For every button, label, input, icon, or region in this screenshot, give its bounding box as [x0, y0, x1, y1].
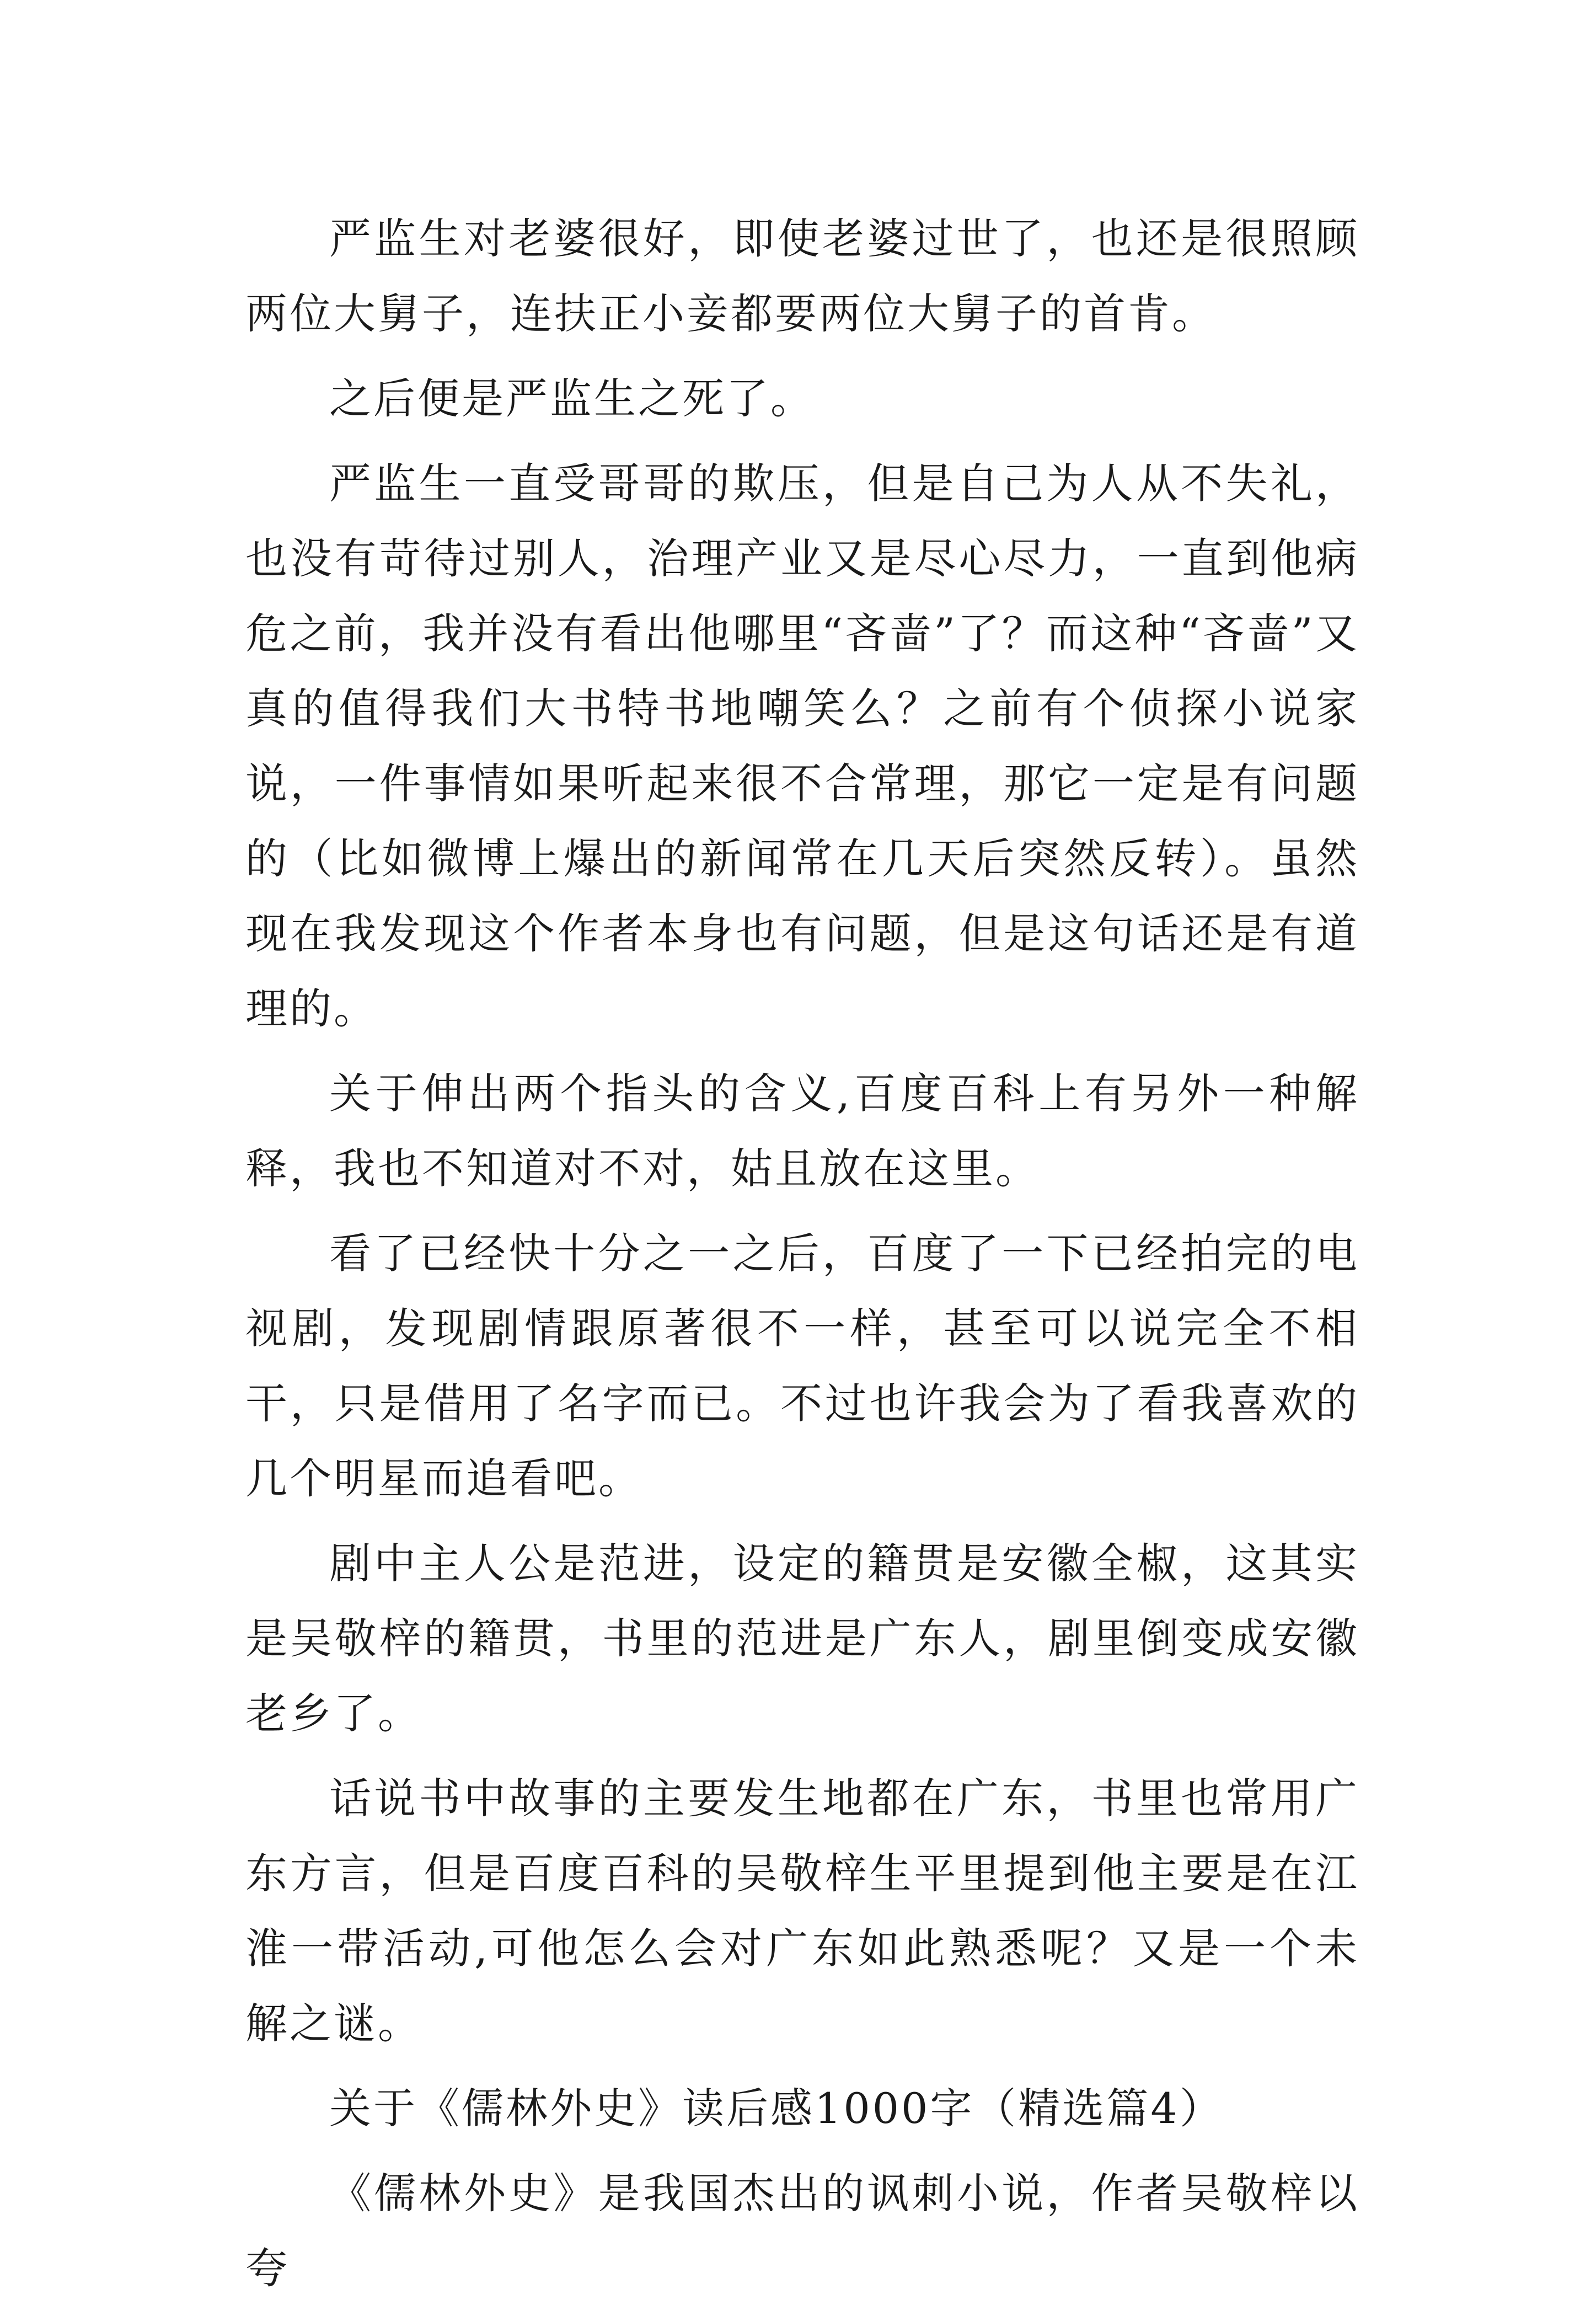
- section-heading: 关于《儒林外史》读后感1000字（精选篇4）: [329, 2084, 1224, 2133]
- paragraph: 话说书中故事的主要发生地都在广东，书里也常用广东方言，但是百度百科的吴敬梓生平里提到他主要是在江淮一带活动,可他怎么会对广东如此熟悉呢？又是一个未解之谜。: [245, 1774, 1359, 2048]
- document-body: [245, 201, 1359, 2316]
- paragraph: 关于伸出两个指头的含义,百度百科上有另外一种解释，我也不知道对不对，姑且放在这里。: [245, 1069, 1359, 1193]
- paragraph: 严监生对老婆很好，即使老婆过世了，也还是很照顾两位大舅子，连扶正小妾都要两位大舅子的首肯。: [245, 214, 1359, 338]
- paragraph: 看了已经快十分之一之后，百度了一下已经拍完的电视剧，发现剧情跟原著很不一样，甚至可以说完全不相干，只是借用了名字而已。不过也许我会为了看我喜欢的几个明星而追看吧。: [245, 1229, 1359, 1503]
- paragraph: 之后便是严监生之死了。: [329, 374, 815, 423]
- paragraph: 《儒林外史》是我国杰出的讽刺小说，作者吴敬梓以夸: [245, 2169, 1359, 2293]
- paragraph: 剧中主人公是范进，设定的籍贯是安徽全椒，这其实是吴敬梓的籍贯，书里的范进是广东人，剧里倒变成安徽老乡了。: [245, 1539, 1359, 1738]
- paragraph: 严监生一直受哥哥的欺压，但是自己为人从不失礼，也没有苛待过别人，治理产业又是尽心尽力，一直到他病危之前，我并没有看出他哪里“吝啬”了？而这种“吝啬”又真的值得我们大书特书地嘲笑么？之前有个侦探小说家说，一件事情如果听起来很不合常理，那它一定是有问题的（比如微博上爆出的新闻常在几天后突然反转）。虽然现在我发现这个作者本身也有问题，但是这句话还是有道理的。: [245, 459, 1359, 1033]
